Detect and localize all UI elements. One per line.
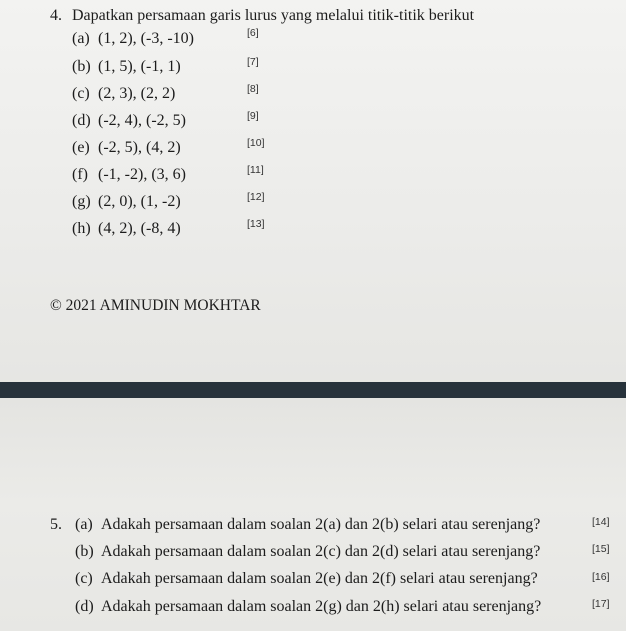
q4-part-c — [72, 85, 175, 103]
q4-part-ref: [10] — [247, 137, 265, 149]
q5-part-d — [75, 598, 541, 616]
q5-part-text: Adakah persamaan dalam soalan 2(a) dan 2(b) selari atau serenjang? — [101, 516, 541, 533]
q4-part-b — [72, 58, 181, 76]
q4-part-points: (4, 2), (-8, 4) — [98, 220, 181, 237]
q4-part-ref: [8] — [247, 83, 259, 95]
q4-part-points: (-2, 5), (4, 2) — [98, 139, 181, 156]
q4-part-label: (e) — [72, 139, 90, 156]
q4-part-f — [72, 166, 186, 184]
q4-part-label: (b) — [72, 58, 91, 75]
q4-part-points: (1, 5), (-1, 1) — [98, 58, 181, 75]
q5-part-ref: [17] — [592, 598, 610, 610]
q4-part-ref: [12] — [247, 191, 265, 203]
q4-part-label: (a) — [72, 30, 90, 47]
q4-part-points: (-2, 4), (-2, 5) — [98, 112, 186, 129]
q4-part-label: (h) — [72, 220, 91, 237]
q5-part-ref: [16] — [592, 571, 610, 583]
question-4-prompt: Dapatkan persamaan garis lurus yang melalui titik-titik berikut — [72, 7, 475, 24]
q4-part-ref: [13] — [247, 218, 265, 230]
q4-part-g — [72, 193, 181, 211]
question-4-number: 4. — [50, 7, 62, 24]
q5-part-b — [75, 543, 540, 561]
q4-part-points: (1, 2), (-3, -10) — [98, 30, 194, 47]
q5-part-ref: [14] — [592, 516, 610, 528]
q5-part-text: Adakah persamaan dalam soalan 2(g) dan 2(h) selari atau serenjang? — [101, 598, 542, 615]
q5-part-label: (a) — [75, 516, 93, 533]
page-divider-bar — [0, 382, 626, 398]
q4-part-ref: [6] — [247, 27, 259, 39]
q4-part-a — [72, 30, 194, 48]
copyright-notice: © 2021 AMINUDIN MOKHTAR — [50, 297, 261, 314]
question-5-number: 5. — [50, 516, 62, 533]
q4-part-e — [72, 139, 181, 157]
q4-part-label: (f) — [72, 166, 88, 183]
q4-part-d — [72, 112, 186, 130]
q4-part-points: (2, 0), (1, -2) — [98, 193, 181, 210]
q4-part-points: (2, 3), (2, 2) — [98, 85, 176, 102]
q5-part-label: (b) — [75, 543, 94, 560]
q4-part-ref: [11] — [247, 164, 264, 176]
worksheet-page-bottom — [0, 398, 626, 631]
q4-part-label: (d) — [72, 112, 91, 129]
q4-part-label: (c) — [72, 85, 90, 102]
q5-part-label: (c) — [75, 570, 93, 587]
q4-part-h — [72, 220, 181, 238]
q5-part-label: (d) — [75, 598, 94, 615]
q5-part-text: Adakah persamaan dalam soalan 2(c) dan 2(d) selari atau serenjang? — [101, 543, 541, 560]
q4-part-ref: [7] — [247, 56, 259, 68]
q5-part-text: Adakah persamaan dalam soalan 2(e) dan 2(f) selari atau serenjang? — [101, 570, 538, 587]
q4-part-ref: [9] — [247, 110, 259, 122]
q5-part-a — [75, 516, 540, 534]
q4-part-points: (-1, -2), (3, 6) — [98, 166, 186, 183]
q4-part-label: (g) — [72, 193, 91, 210]
q5-part-ref: [15] — [592, 543, 610, 555]
q5-part-c — [75, 570, 538, 588]
